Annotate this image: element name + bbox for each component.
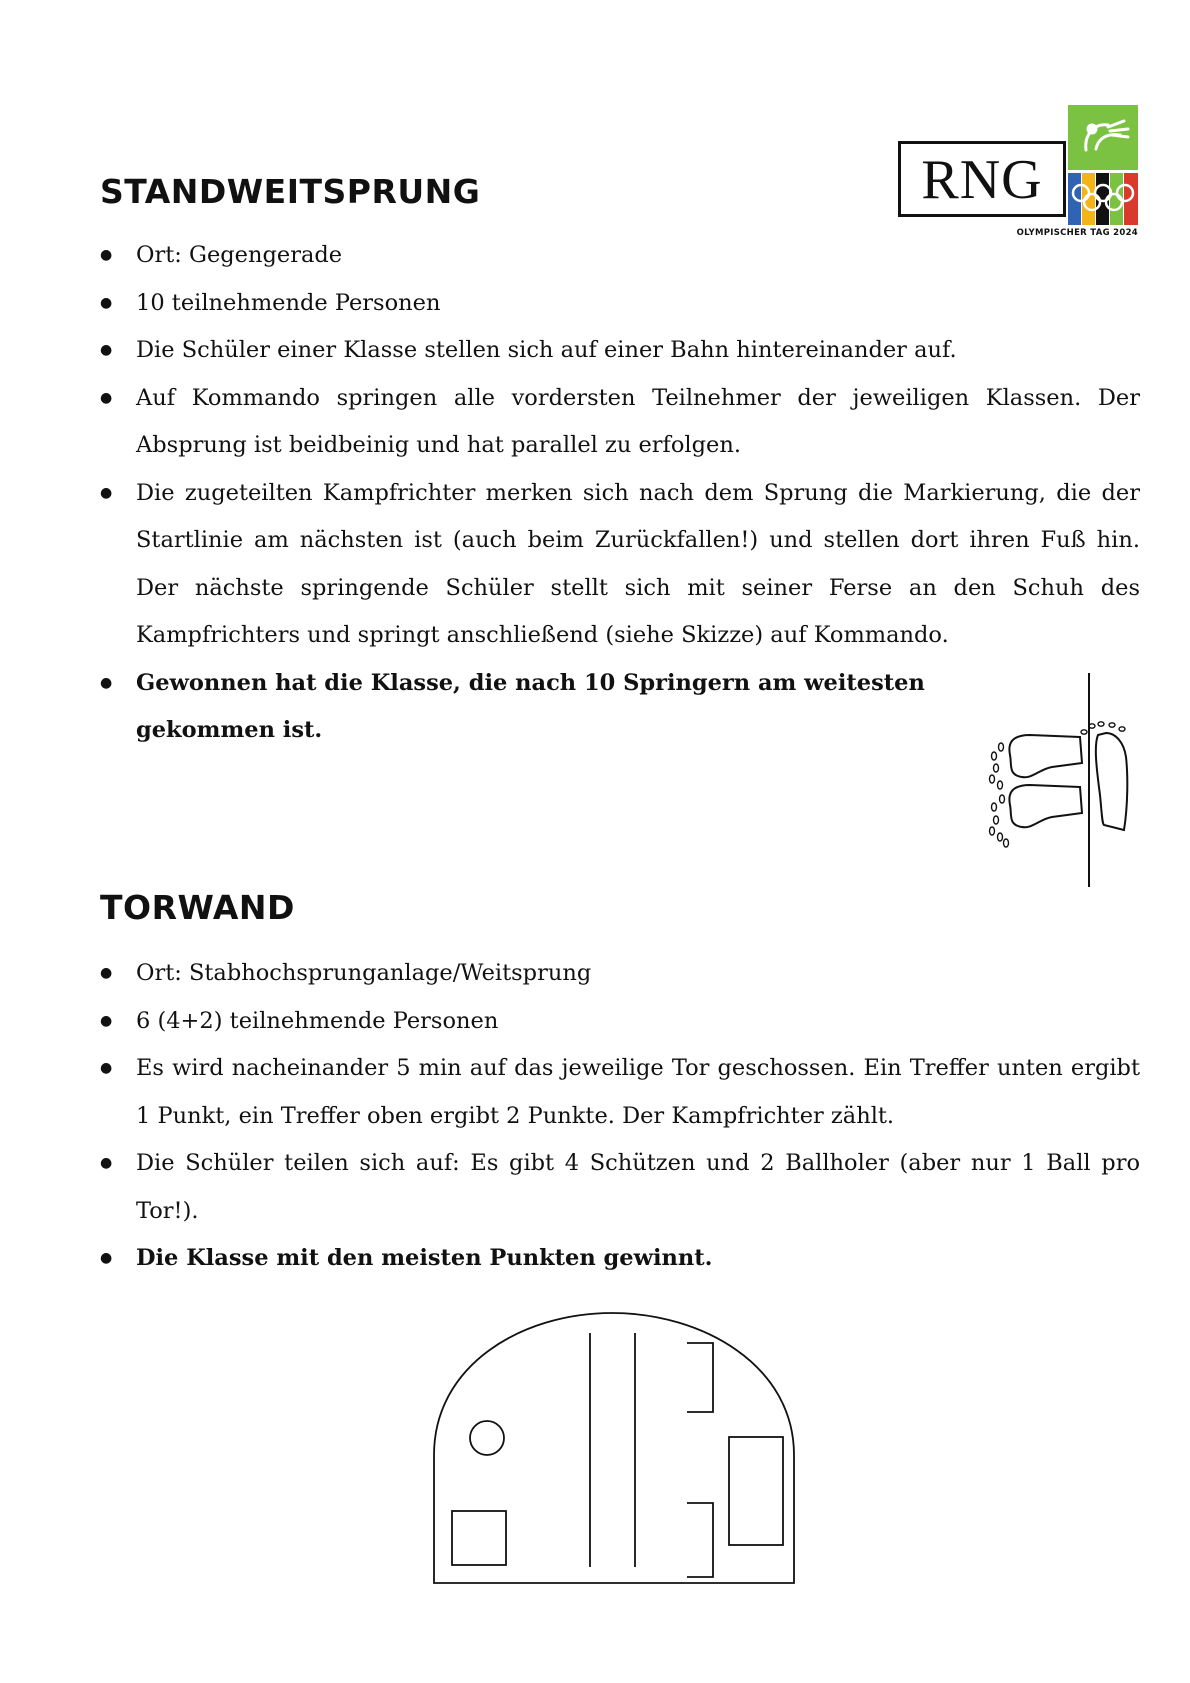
logo-tagline: OLYMPISCHER TAG 2024 xyxy=(1016,228,1138,238)
list-item: ● Ort: Stabhochsprunganlage/Weitsprung xyxy=(100,950,1140,998)
jump-sketch-illustration xyxy=(970,665,1140,890)
logo-wordmark: RNG xyxy=(921,149,1043,211)
rng-logo xyxy=(898,105,1138,243)
list-item: ● Auf Kommando springen alle vordersten Teilnehmer der jeweiligen Klassen. Der Absprung ist beidbeinig und hat parallel zu erfolgen. xyxy=(100,375,1140,470)
list-item: ● 6 (4+2) teilnehmende Personen xyxy=(100,998,1140,1046)
torwand-rules-list xyxy=(100,950,1140,1283)
olympic-emblem-icon xyxy=(1068,105,1138,225)
list-item: ● 10 teilnehmende Personen xyxy=(100,280,1140,328)
list-item: ● Die Schüler teilen sich auf: Es gibt 4 Schützen und 2 Ballholer (aber nur 1 Ball pro Tor!). xyxy=(100,1140,1140,1235)
winner-rule: ● Die Klasse mit den meisten Punkten gewinnt. xyxy=(100,1235,1140,1283)
winner-rule: ● Gewonnen hat die Klasse, die nach 10 Springern am weitesten gekommen ist. xyxy=(100,660,1140,755)
section-title-standweitsprung: STANDWEITSPRUNG xyxy=(100,172,481,211)
list-item: ● Die zugeteilten Kampfrichter merken sich nach dem Sprung die Markierung, die der Startlinie am nächsten ist (auch beim Zurückfallen!) und stellen dort ihren Fuß hin. Der nächste springende Schüler stellt sich mit seiner Ferse an den Schuh des Kampfrichters und springt anschließend (siehe Skizze) auf Kommando. xyxy=(100,470,1140,660)
section-title-torwand: TORWAND xyxy=(100,888,295,927)
list-item: ● Es wird nacheinander 5 min auf das jeweilige Tor geschossen. Ein Treffer unten ergibt 1 Punkt, ein Treffer oben ergibt 2 Punkte. Der Kampfrichter zählt. xyxy=(100,1045,1140,1140)
list-item: ● Die Schüler einer Klasse stellen sich auf einer Bahn hintereinander auf. xyxy=(100,327,1140,375)
torwand-field-sketch xyxy=(432,1305,797,1585)
list-item: ● Ort: Gegengerade xyxy=(100,232,1140,280)
logo-wordmark-box xyxy=(898,141,1066,217)
